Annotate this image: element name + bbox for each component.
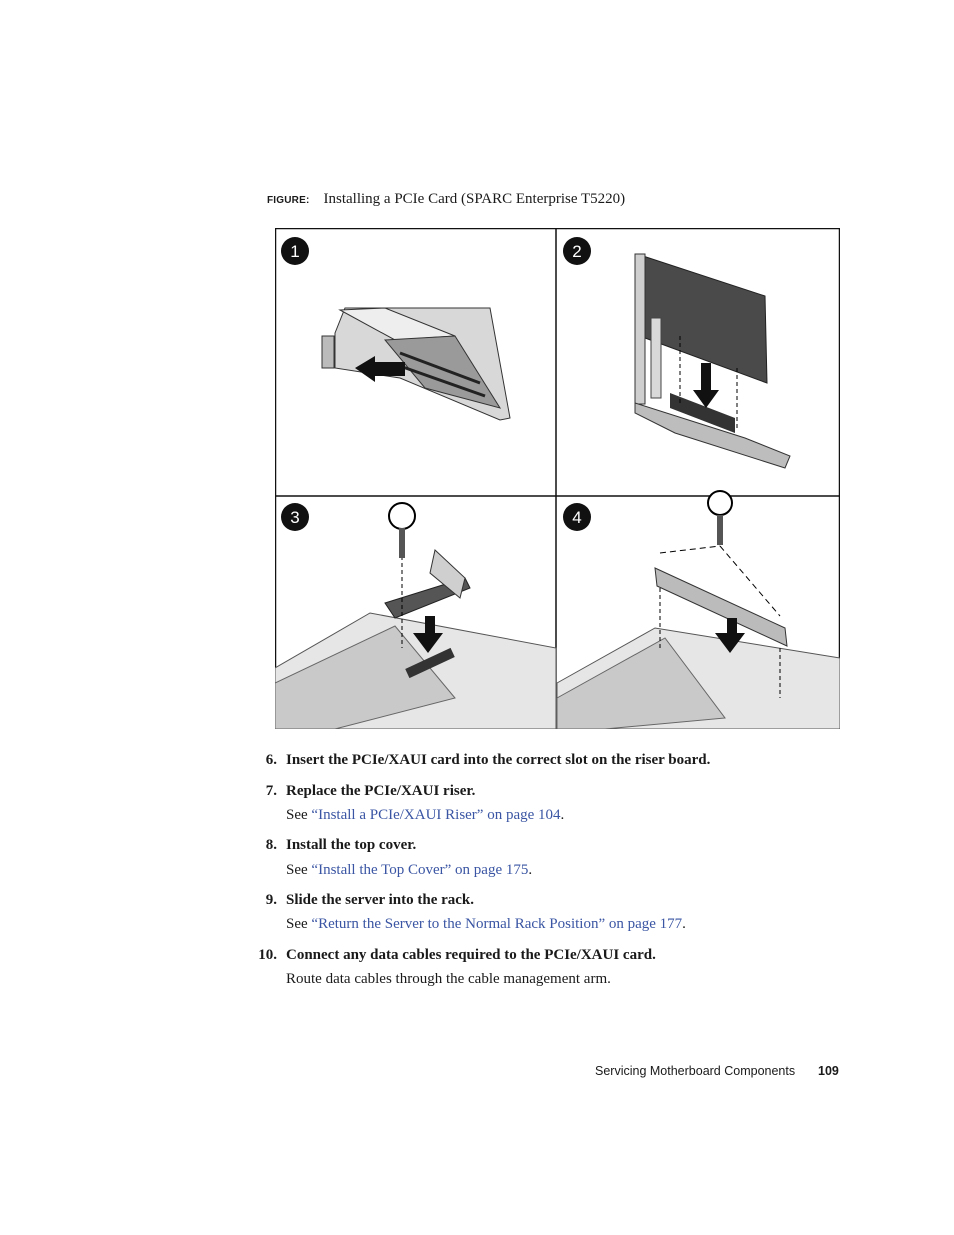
- installation-figure: [275, 228, 840, 729]
- cross-reference-link[interactable]: “Install a PCIe/XAUI Riser” on page 104: [311, 807, 561, 823]
- step-heading: Replace the PCIe/XAUI riser.: [286, 783, 476, 799]
- step-number: 7.: [265, 783, 277, 799]
- panel-number-badge-1: [281, 237, 309, 265]
- step-reference: See “Install a PCIe/XAUI Riser” on page 104.: [286, 807, 565, 823]
- step-number: 8.: [265, 837, 277, 853]
- figure-label: FIGURE:: [267, 195, 310, 206]
- step-number: 9.: [265, 892, 277, 908]
- step-heading: Insert the PCIe/XAUI card into the correct slot on the riser board.: [286, 752, 711, 768]
- figure-caption: [267, 191, 625, 208]
- page-number: 109: [818, 1064, 839, 1078]
- svg-text:1: 1: [290, 242, 300, 261]
- svg-text:4: 4: [572, 508, 582, 527]
- step-number: 6.: [265, 752, 277, 768]
- panel-number-badge-2: [563, 237, 591, 265]
- step-reference: See “Return the Server to the Normal Rack Position” on page 177.: [286, 916, 686, 932]
- step-heading: Connect any data cables required to the PCIe/XAUI card.: [286, 947, 656, 963]
- svg-text:2: 2: [572, 242, 582, 261]
- step-number: 10.: [258, 947, 277, 963]
- svg-text:3: 3: [290, 508, 300, 527]
- step-reference: See “Install the Top Cover” on page 175.: [286, 862, 533, 878]
- step-heading: Slide the server into the rack.: [286, 892, 475, 908]
- cross-reference-link[interactable]: “Return the Server to the Normal Rack Position” on page 177: [311, 916, 683, 932]
- cross-reference-link[interactable]: “Install the Top Cover” on page 175: [311, 862, 529, 878]
- figure-title: Installing a PCIe Card (SPARC Enterprise T5220): [323, 191, 626, 207]
- panel-number-badge-3: [281, 503, 309, 531]
- step-heading: Install the top cover.: [286, 837, 417, 853]
- step-text: Route data cables through the cable management arm.: [286, 971, 611, 987]
- chapter-title: Servicing Motherboard Components: [595, 1064, 796, 1078]
- panel-number-badge-4: [563, 503, 591, 531]
